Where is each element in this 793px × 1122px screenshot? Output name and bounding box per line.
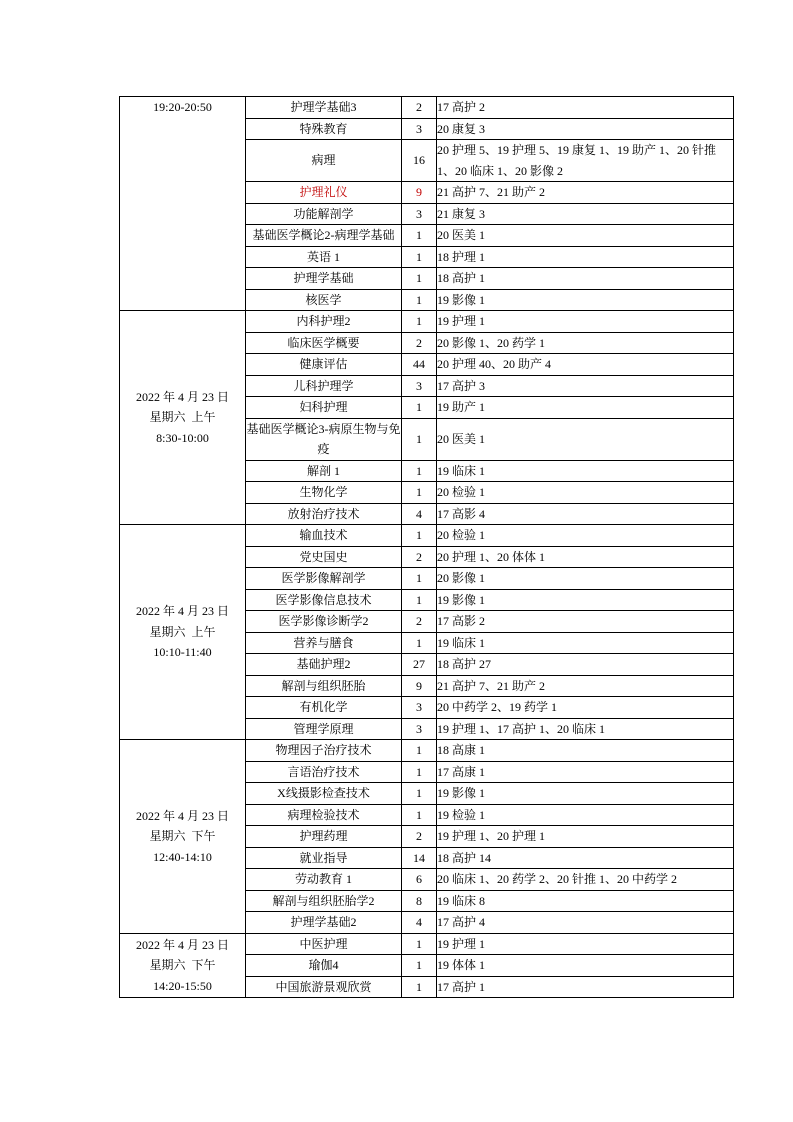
- session-time-cell: [120, 740, 246, 934]
- exam-count-cell: 1: [402, 761, 437, 783]
- exam-classes-cell: 17 高护 4: [437, 912, 734, 934]
- exam-classes-cell: 17 高影 4: [437, 503, 734, 525]
- exam-count-cell: 2: [402, 546, 437, 568]
- exam-course-cell: 物理因子治疗技术: [246, 740, 402, 762]
- exam-classes-cell: 17 高康 1: [437, 761, 734, 783]
- exam-classes-cell: 17 高护 2: [437, 97, 734, 119]
- exam-classes-cell: 20 医美 1: [437, 225, 734, 247]
- exam-course-cell: 就业指导: [246, 847, 402, 869]
- exam-count-cell: 2: [402, 826, 437, 848]
- exam-classes-cell: 20 中药学 2、19 药学 1: [437, 697, 734, 719]
- exam-row: [120, 97, 734, 119]
- exam-course-cell: 特殊教育: [246, 118, 402, 140]
- exam-classes-cell: 21 高护 7、21 助产 2: [437, 182, 734, 204]
- exam-classes-cell: 19 检验 1: [437, 804, 734, 826]
- exam-count-cell: 1: [402, 568, 437, 590]
- exam-count-cell: 4: [402, 503, 437, 525]
- exam-row: [120, 740, 734, 762]
- exam-classes-cell: 19 体体 1: [437, 955, 734, 977]
- session-time-line: 星期六 下午: [149, 829, 216, 843]
- exam-classes-cell: 20 护理 40、20 助产 4: [437, 354, 734, 376]
- exam-classes-cell: 19 影像 1: [437, 783, 734, 805]
- exam-course-cell: 管理学原理: [246, 718, 402, 740]
- exam-course-cell: 言语治疗技术: [246, 761, 402, 783]
- exam-count-cell: 1: [402, 397, 437, 419]
- exam-classes-cell: 19 影像 1: [437, 289, 734, 311]
- exam-count-cell: 1: [402, 268, 437, 290]
- exam-course-cell: 解剖 1: [246, 460, 402, 482]
- exam-course-cell: 输血技术: [246, 525, 402, 547]
- exam-classes-cell: 18 护理 1: [437, 246, 734, 268]
- exam-course-cell: 基础医学概论2-病理学基础: [246, 225, 402, 247]
- session-time-line: 19:20-20:50: [153, 100, 212, 114]
- exam-count-cell: 1: [402, 225, 437, 247]
- exam-course-cell: 护理药理: [246, 826, 402, 848]
- exam-classes-cell: 17 高护 3: [437, 375, 734, 397]
- exam-course-cell: 健康评估: [246, 354, 402, 376]
- exam-course-cell: 基础护理2: [246, 654, 402, 676]
- exam-count-cell: 2: [402, 332, 437, 354]
- exam-classes-cell: 19 临床 1: [437, 460, 734, 482]
- exam-classes-cell: 20 护理 1、20 体体 1: [437, 546, 734, 568]
- exam-course-cell: 护理学基础3: [246, 97, 402, 119]
- exam-count-cell: 1: [402, 933, 437, 955]
- exam-course-cell: 有机化学: [246, 697, 402, 719]
- exam-classes-cell: 18 高护 14: [437, 847, 734, 869]
- exam-course-cell: 瑜伽4: [246, 955, 402, 977]
- exam-course-cell: 营养与膳食: [246, 632, 402, 654]
- session-time-line: 8:30-10:00: [156, 430, 209, 445]
- exam-row: [120, 311, 734, 333]
- session-time-cell: [120, 525, 246, 740]
- exam-count-cell: 3: [402, 697, 437, 719]
- exam-count-cell: 1: [402, 976, 437, 998]
- exam-course-cell: 功能解剖学: [246, 203, 402, 225]
- session-time-cell: [120, 311, 246, 525]
- exam-count-cell: 1: [402, 525, 437, 547]
- exam-count-cell: 1: [402, 482, 437, 504]
- exam-classes-cell: 20 检验 1: [437, 482, 734, 504]
- session-time-line: 12:40-14:10: [153, 849, 212, 864]
- schedule-body: [120, 97, 734, 998]
- exam-count-cell: 9: [402, 675, 437, 697]
- exam-classes-cell: 20 影像 1: [437, 568, 734, 590]
- exam-classes-cell: 19 临床 1: [437, 632, 734, 654]
- exam-row: [120, 933, 734, 955]
- exam-count-cell: 2: [402, 611, 437, 633]
- exam-course-cell: 党史国史: [246, 546, 402, 568]
- exam-classes-cell: 19 护理 1、20 护理 1: [437, 826, 734, 848]
- exam-classes-cell: 18 高护 27: [437, 654, 734, 676]
- session-time-line: 2022 年 4 月 23 日: [135, 389, 229, 404]
- exam-course-cell: 医学影像诊断学2: [246, 611, 402, 633]
- exam-count-cell: 1: [402, 311, 437, 333]
- exam-count-cell: 1: [402, 804, 437, 826]
- session-time-line: 2022 年 4 月 23 日: [135, 937, 229, 952]
- exam-classes-cell: 20 临床 1、20 药学 2、20 针推 1、20 中药学 2: [437, 869, 734, 891]
- exam-row: [120, 525, 734, 547]
- exam-course-cell: 英语 1: [246, 246, 402, 268]
- exam-course-cell: 核医学: [246, 289, 402, 311]
- exam-course-cell: 儿科护理学: [246, 375, 402, 397]
- exam-classes-cell: 19 护理 1、17 高护 1、20 临床 1: [437, 718, 734, 740]
- session-time-line: 14:20-15:50: [153, 978, 212, 993]
- exam-count-cell: 1: [402, 246, 437, 268]
- exam-course-cell: 中国旅游景观欣赏: [246, 976, 402, 998]
- exam-count-cell: 3: [402, 203, 437, 225]
- exam-course-cell: 病理: [246, 140, 402, 182]
- exam-classes-cell: 21 康复 3: [437, 203, 734, 225]
- exam-count-cell: 1: [402, 289, 437, 311]
- session-time-line: 星期六 下午: [149, 958, 216, 972]
- exam-count-cell: 1: [402, 783, 437, 805]
- exam-count-cell: 1: [402, 955, 437, 977]
- exam-course-cell: 解剖与组织胚胎学2: [246, 890, 402, 912]
- exam-count-cell: 27: [402, 654, 437, 676]
- session-time-line: 2022 年 4 月 23 日: [135, 808, 229, 823]
- exam-course-cell: 妇科护理: [246, 397, 402, 419]
- exam-schedule-table: [119, 96, 734, 998]
- exam-course-cell: 劳动教育 1: [246, 869, 402, 891]
- exam-course-cell: 放射治疗技术: [246, 503, 402, 525]
- exam-count-cell: 44: [402, 354, 437, 376]
- exam-course-cell: 病理检验技术: [246, 804, 402, 826]
- exam-classes-cell: 19 护理 1: [437, 933, 734, 955]
- exam-course-cell: X线摄影检查技术: [246, 783, 402, 805]
- exam-classes-cell: 18 高康 1: [437, 740, 734, 762]
- exam-classes-cell: 20 影像 1、20 药学 1: [437, 332, 734, 354]
- exam-count-cell: 1: [402, 460, 437, 482]
- exam-count-cell: 3: [402, 118, 437, 140]
- exam-classes-cell: 17 高护 1: [437, 976, 734, 998]
- session-time-line: 2022 年 4 月 23 日: [135, 604, 229, 619]
- exam-course-cell: 解剖与组织胚胎: [246, 675, 402, 697]
- exam-count-cell: 1: [402, 740, 437, 762]
- exam-count-cell: 9: [402, 182, 437, 204]
- session-time-line: 10:10-11:40: [153, 645, 212, 660]
- exam-classes-cell: 19 护理 1: [437, 311, 734, 333]
- exam-classes-cell: 19 影像 1: [437, 589, 734, 611]
- exam-course-cell: 临床医学概要: [246, 332, 402, 354]
- exam-classes-cell: 19 助产 1: [437, 397, 734, 419]
- exam-count-cell: 4: [402, 912, 437, 934]
- exam-course-cell: 内科护理2: [246, 311, 402, 333]
- exam-course-cell: 医学影像解剖学: [246, 568, 402, 590]
- exam-course-cell: 医学影像信息技术: [246, 589, 402, 611]
- exam-course-cell: 生物化学: [246, 482, 402, 504]
- exam-classes-cell: 21 高护 7、21 助产 2: [437, 675, 734, 697]
- exam-classes-cell: 20 护理 5、19 护理 5、19 康复 1、19 助产 1、20 针推 1、20 临床 1、20 影像 2: [437, 140, 734, 182]
- exam-count-cell: 1: [402, 418, 437, 460]
- exam-course-cell: 护理礼仪: [246, 182, 402, 204]
- exam-count-cell: 2: [402, 97, 437, 119]
- exam-classes-cell: 19 临床 8: [437, 890, 734, 912]
- exam-classes-cell: 20 康复 3: [437, 118, 734, 140]
- exam-count-cell: 3: [402, 718, 437, 740]
- exam-course-cell: 护理学基础: [246, 268, 402, 290]
- session-time-line: 星期六 上午: [149, 624, 216, 639]
- exam-count-cell: 1: [402, 632, 437, 654]
- exam-classes-cell: 18 高护 1: [437, 268, 734, 290]
- exam-count-cell: 16: [402, 140, 437, 182]
- exam-course-cell: 基础医学概论3-病原生物与免疫: [246, 418, 402, 460]
- exam-count-cell: 3: [402, 375, 437, 397]
- session-time-cell: [120, 933, 246, 998]
- exam-count-cell: 14: [402, 847, 437, 869]
- exam-count-cell: 1: [402, 589, 437, 611]
- exam-course-cell: 护理学基础2: [246, 912, 402, 934]
- session-time-cell: [120, 97, 246, 311]
- exam-classes-cell: 20 医美 1: [437, 418, 734, 460]
- exam-classes-cell: 17 高影 2: [437, 611, 734, 633]
- exam-count-cell: 6: [402, 869, 437, 891]
- exam-classes-cell: 20 检验 1: [437, 525, 734, 547]
- session-time-line: 星期六 上午: [149, 410, 216, 425]
- exam-count-cell: 8: [402, 890, 437, 912]
- exam-course-cell: 中医护理: [246, 933, 402, 955]
